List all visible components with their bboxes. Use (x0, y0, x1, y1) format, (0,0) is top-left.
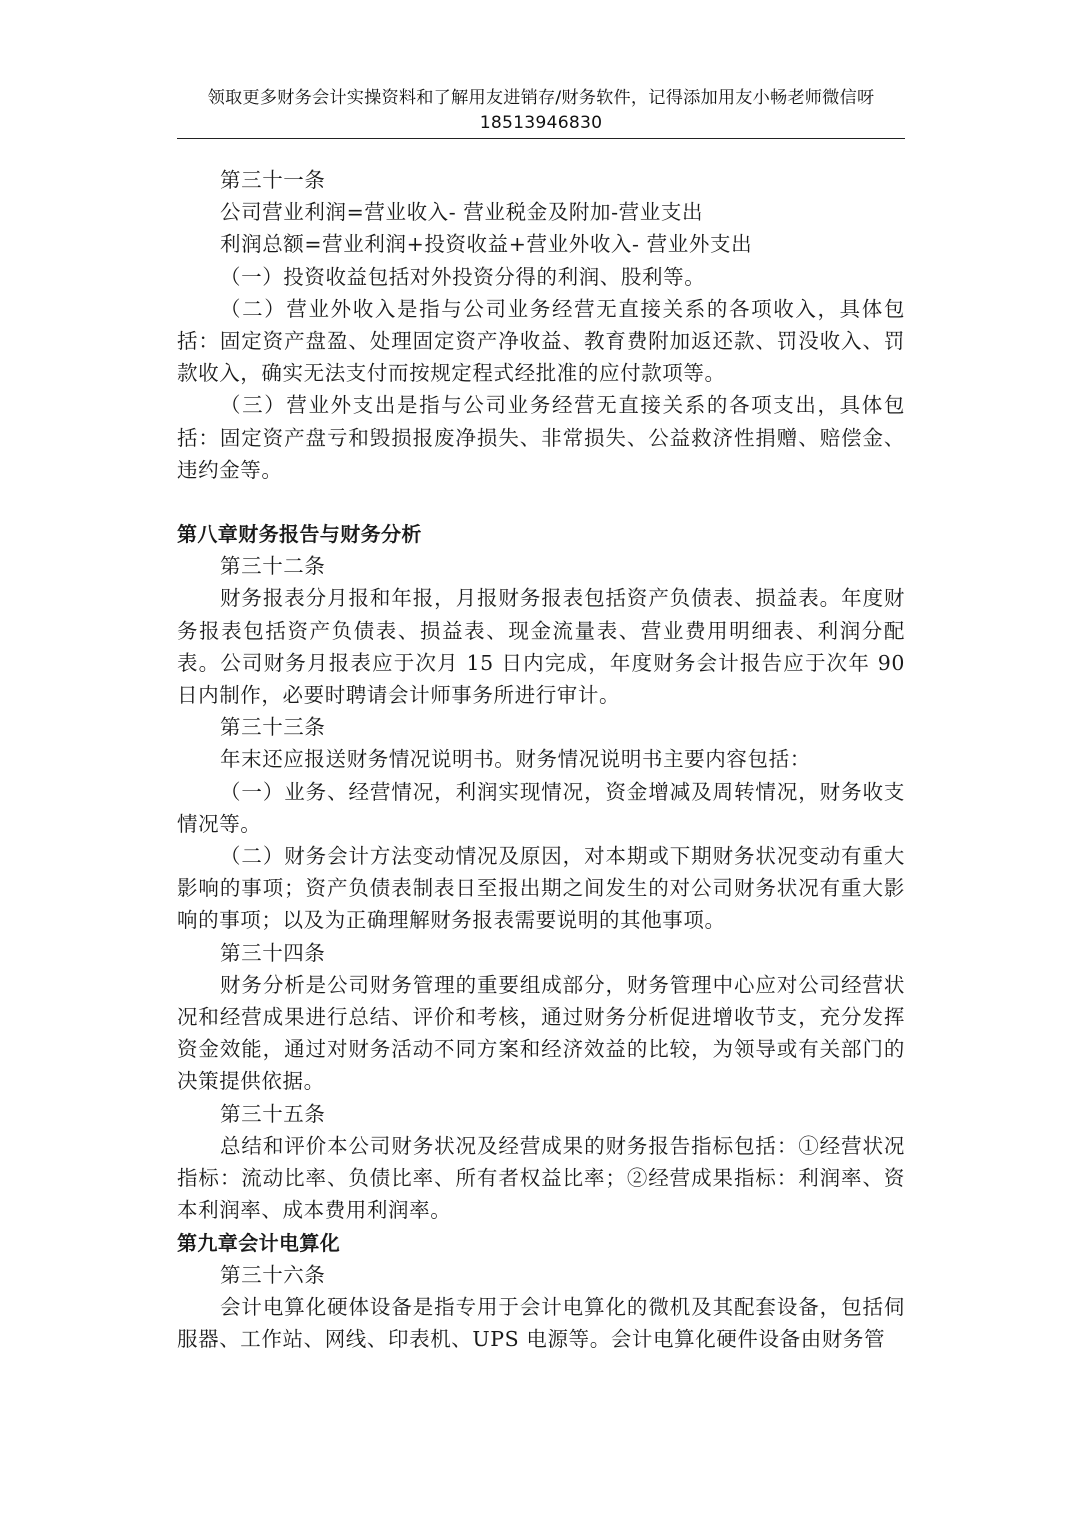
header-phone: 18513946830 (479, 113, 603, 133)
chapter-9-heading: 第九章会计电算化 (177, 1230, 341, 1255)
document-body (177, 164, 905, 1355)
article-33-title: 第三十三条 (220, 715, 326, 740)
report-content-item-2: （二）财务会计方法变动情况及原因，对本期或下期财务状况变动有重大影响的事项；资产负债表制表日至报出期之间发生的对公司财务状况有重大影响的事项；以及为正确理解财务报表需要说明的其他事项。 (177, 844, 905, 933)
article-32-title: 第三十二条 (220, 554, 326, 579)
investment-income-clause: （一）投资收益包括对外投资分得的利润、股利等。 (220, 264, 706, 289)
header-divider (177, 138, 905, 139)
non-operating-income-clause: （二）营业外收入是指与公司业务经营无直接关系的各项收入，具体包括：固定资产盘盈、处理固定资产净收益、教育费附加返还款、罚没收入、罚款收入，确实无法支付而按规定程式经批准的应付款项等。 (177, 296, 905, 386)
article-31-title: 第三十一条 (220, 168, 326, 192)
report-content-item-1: （一）业务、经营情况，利润实现情况，资金增减及周转情况，财务收支情况等。 (177, 779, 905, 836)
non-operating-expense-clause: （三）营业外支出是指与公司业务经营无直接关系的各项支出，具体包括：固定资产盘亏和毁损报废净损失、非常损失、公益救济性捐赠、赔偿金、违约金等。 (177, 393, 905, 482)
page-header (177, 86, 905, 136)
year-end-report-clause: 年末还应报送财务情况说明书。财务情况说明书主要内容包括： (220, 747, 811, 772)
article-36-title: 第三十六条 (220, 1262, 326, 1287)
financial-statements-clause: 财务报表分月报和年报，月报财务报表包括资产负债表、损益表。年度财务报表包括资产负债表、损益表、现金流量表、营业费用明细表、利润分配表。公司财务月报表应于次月 15 日内完成，年度财务会计报告应于次年 90 日内制作，必要时聘请会计师事务所进行审计。 (177, 586, 905, 708)
article-35-title: 第三十五条 (220, 1101, 326, 1126)
financial-analysis-clause: 财务分析是公司财务管理的重要组成部分，财务管理中心应对公司经营状况和经营成果进行总结、评价和考核，通过财务分析促进增收节支，充分发挥资金效能，通过对财务活动不同方案和经济效益的比较，为领导或有关部门的决策提供依据。 (177, 972, 905, 1094)
article-34-title: 第三十四条 (220, 940, 326, 965)
hardware-equipment-clause: 会计电算化硬体设备是指专用于会计电算化的微机及其配套设备，包括伺服器、工作站、网线、印表机、UPS 电源等。会计电算化硬件设备由财务管 (177, 1294, 905, 1352)
operating-profit-formula: 公司营业利润=营业收入- 营业税金及附加-营业支出 (220, 200, 704, 225)
chapter-8-heading: 第八章财务报告与财务分析 (177, 522, 422, 547)
report-indicators-clause: 总结和评价本公司财务状况及经营成果的财务报告指标包括：①经营状况指标：流动比率、负债比率、所有者权益比率；②经营成果指标：利润率、资本利润率、成本费用利润率。 (177, 1133, 905, 1223)
total-profit-formula: 利润总额=营业利润+投资收益+营业外收入- 营业外支出 (220, 232, 753, 257)
header-notice: 领取更多财务会计实操资料和了解用友进销存/财务软件，记得添加用友小畅老师微信呀 (207, 88, 875, 108)
